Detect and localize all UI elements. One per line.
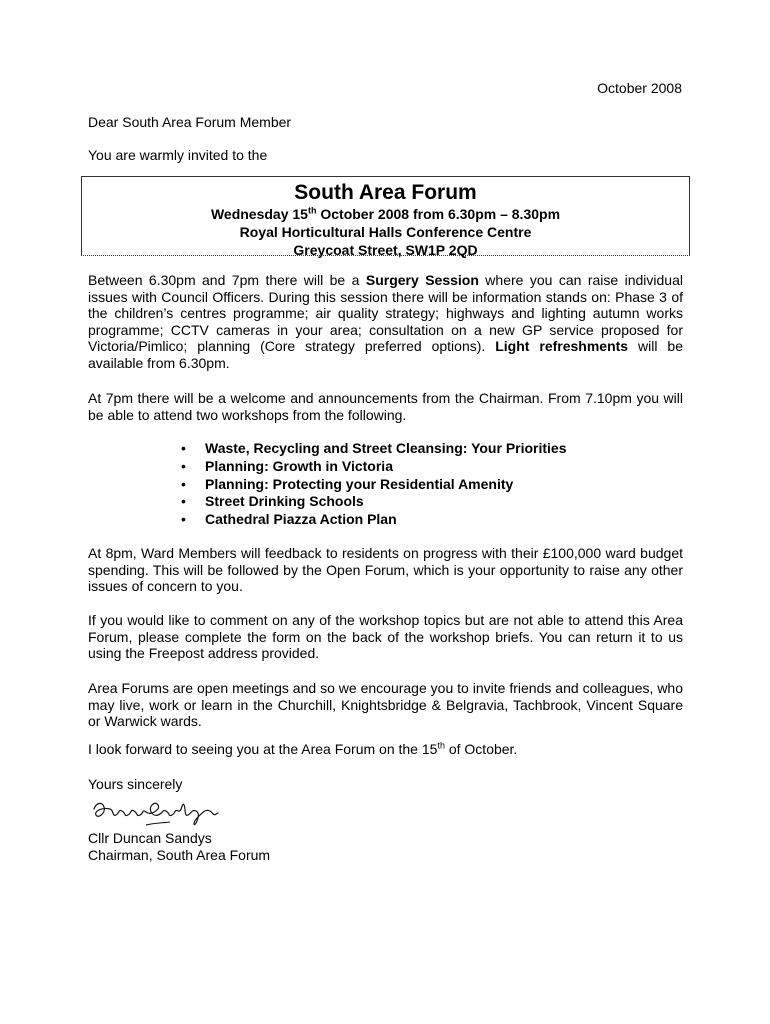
p1-text-c: where you can raise individual issues with Council Officers. During this session there will be information stands on: Phase 3 of the children’s centres programme; air quality strategy; highways and lighting autumn works programme; CCTV cameras in your area; consultation on a new GP service proposed for Victoria/Pimlico; planning (Core strategy preferred options). <box>88 272 683 354</box>
event-date-suffix: October 2008 from 6.30pm – 8.30pm <box>316 206 561 222</box>
workshop-label: Cathedral Piazza Action Plan <box>205 511 397 528</box>
workshop-label: Waste, Recycling and Street Cleansing: Your Priorities <box>205 440 567 456</box>
list-item <box>181 511 567 529</box>
invite-line: You are warmly invited to the <box>88 147 268 163</box>
signature-image <box>88 795 228 831</box>
p6-sup: th <box>437 740 445 751</box>
list-item <box>181 440 567 458</box>
workshop-label: Planning: Protecting your Residential Amenity <box>205 475 514 492</box>
list-item <box>181 458 567 476</box>
p1-surgery-session: Surgery Session <box>365 272 479 288</box>
event-datetime <box>82 205 689 223</box>
event-address: Greycoat Street, SW1P 2QD <box>293 242 478 258</box>
p1-text-a: Between 6.30pm and 7pm there will be a <box>88 272 366 288</box>
salutation: Dear South Area Forum Member <box>88 114 292 130</box>
letter-date: October 2008 <box>597 80 682 96</box>
signer-name: Cllr Duncan Sandys <box>88 830 212 846</box>
p6-text-a: I look forward to seeing you at the Area Forum on the 15 <box>88 741 438 757</box>
paragraph-look-forward <box>88 741 683 758</box>
p1-text-e: will be available from 6.30pm. <box>88 338 683 371</box>
workshop-label: Street Drinking Schools <box>205 493 364 510</box>
workshop-label: Planning: Growth in Victoria <box>205 457 393 474</box>
event-date-prefix: Wednesday 15 <box>210 206 308 222</box>
signer-title: Chairman, South Area Forum <box>88 847 271 863</box>
p6-text-b: of October. <box>444 741 518 757</box>
paragraph-surgery <box>88 272 683 371</box>
list-item <box>181 476 567 494</box>
paragraph-comment: If you would like to comment on any of the workshop topics but are not able to attend this Area Forum, please complete the form on the back of the workshop briefs. You can return it to us using the Freepost address provided. <box>88 612 683 661</box>
bullet-icon: • <box>181 511 186 528</box>
paragraph-open-meetings: Area Forums are open meetings and so we encourage you to invite friends and colleagues, who may live, work or learn in the Churchill, Knightsbridge & Belgravia, Tachbrook, Vincent Square or Warwick wards. <box>88 680 683 729</box>
paragraph-welcome: At 7pm there will be a welcome and announcements from the Chairman. From 7.10pm you will be able to attend two workshops from the following. <box>88 390 683 423</box>
bullet-icon: • <box>181 493 186 510</box>
bullet-icon: • <box>181 440 186 456</box>
workshop-list <box>181 440 567 529</box>
closing: Yours sincerely <box>88 776 183 792</box>
p1-light-refreshments: Light refreshments <box>495 338 629 354</box>
event-date-sup: th <box>307 205 317 216</box>
bullet-icon: • <box>181 475 186 492</box>
bullet-icon: • <box>181 457 186 474</box>
paragraph-ward-budget: At 8pm, Ward Members will feedback to residents on progress with their £100,000 ward budget spending. This will be followed by the Open Forum, which is your opportunity to raise any other issues of concern to you. <box>88 545 683 594</box>
event-box <box>81 176 690 256</box>
event-title: South Area Forum <box>294 181 477 204</box>
list-item <box>181 493 567 511</box>
event-venue: Royal Horticultural Halls Conference Centre <box>239 224 532 240</box>
